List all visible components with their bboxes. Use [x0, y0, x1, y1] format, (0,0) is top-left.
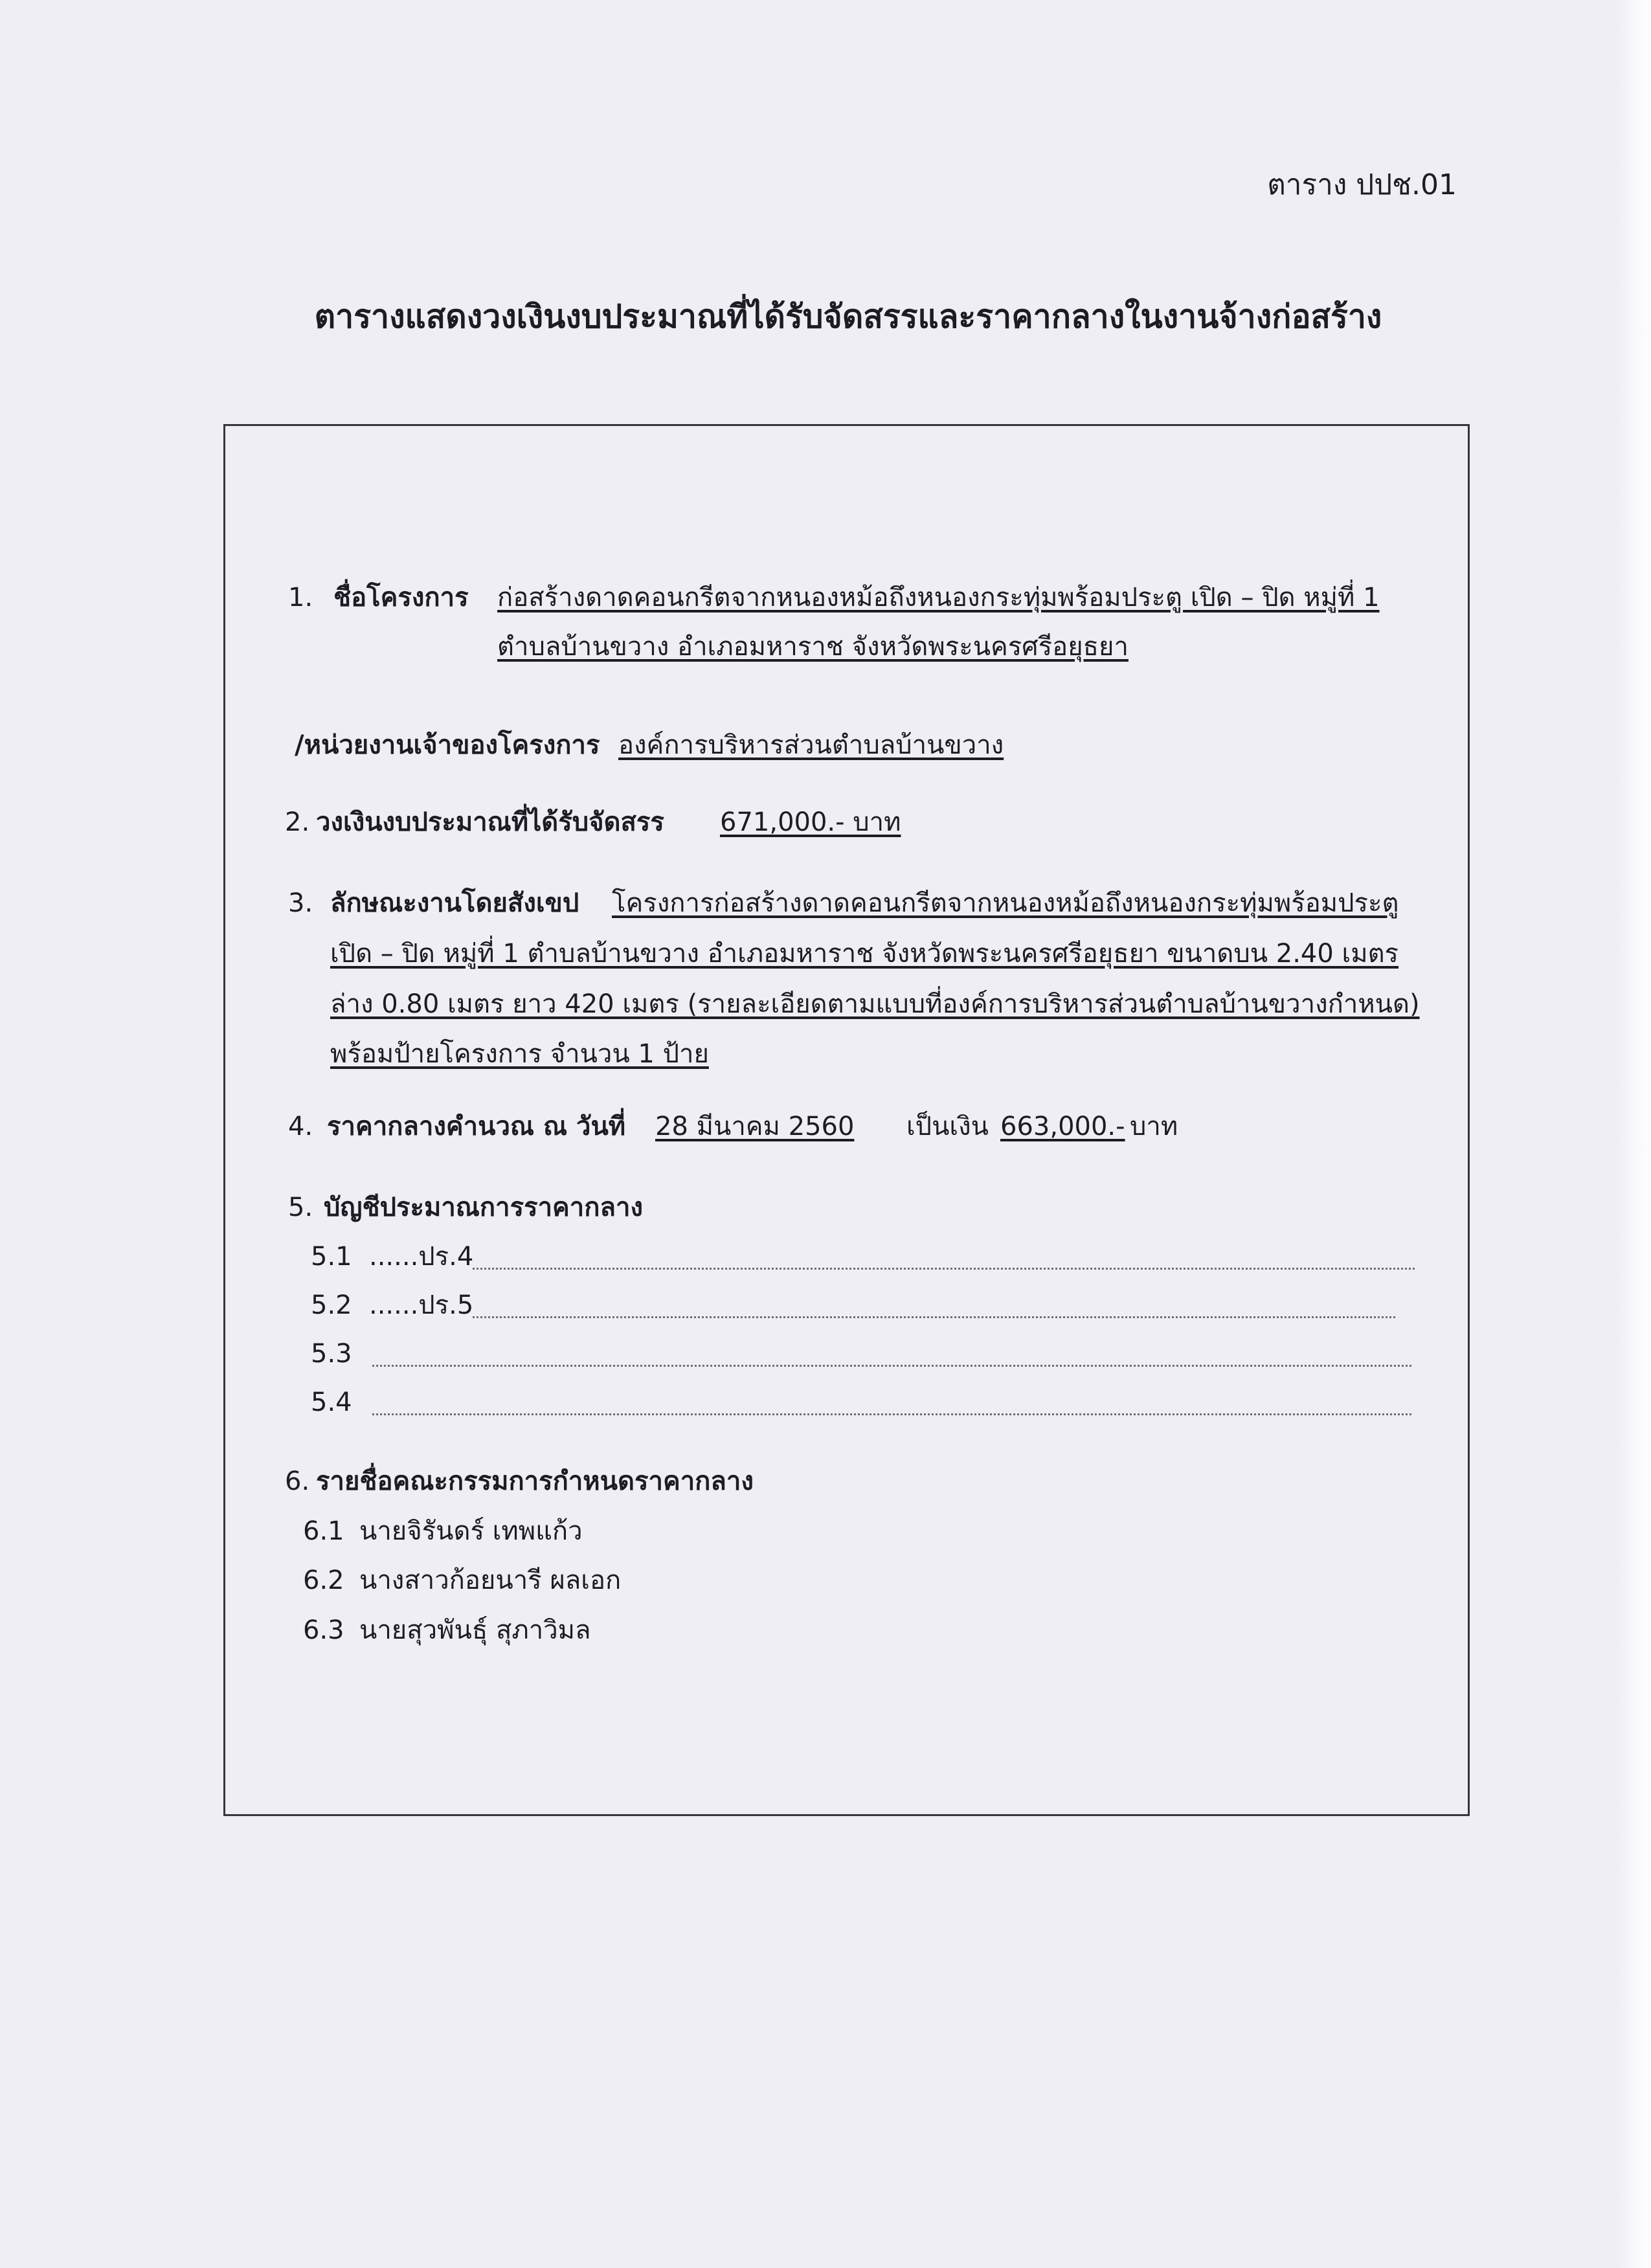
item4-unit: บาท: [1130, 1112, 1178, 1141]
estimate-row-dotted-line: [473, 1268, 1415, 1270]
estimate-row-number: 5.1: [311, 1242, 352, 1272]
estimate-row-text: ......ปร.4: [369, 1242, 474, 1272]
owner-value: องค์การบริหารส่วนตำบลบ้านขวาง: [618, 730, 1004, 760]
item4-amount-label: เป็นเงิน: [906, 1112, 989, 1141]
estimate-row-dotted-line: [372, 1413, 1411, 1415]
item5-number: 5.: [288, 1193, 313, 1222]
item4-amount: 663,000.-: [1000, 1112, 1125, 1141]
item4-number: 4.: [288, 1112, 313, 1141]
committee-member-number: 6.2: [303, 1566, 344, 1595]
item3-label: ลักษณะงานโดยสังเขป: [330, 888, 579, 918]
item3-number: 3.: [288, 888, 313, 918]
estimate-row-number: 5.2: [311, 1290, 352, 1320]
item1-number: 1.: [288, 583, 313, 612]
item1-label: ชื่อโครงการ: [333, 583, 469, 612]
committee-member-number: 6.1: [303, 1516, 344, 1546]
item6-number: 6.: [285, 1466, 310, 1496]
item4-date: 28 มีนาคม 2560: [655, 1112, 855, 1141]
form-code: ตาราง ปปช.01: [1267, 168, 1457, 201]
item3-description-line3: ล่าง 0.80 เมตร ยาว 420 เมตร (รายละเอียดตามแบบที่องค์การบริหารส่วนตำบลบ้านขวางกำหนด): [330, 989, 1420, 1019]
committee-member-number: 6.3: [303, 1615, 344, 1645]
item3-description-line1: โครงการก่อสร้างดาดคอนกรีตจากหนองหม้อถึงหนองกระทุ่มพร้อมประตู: [612, 888, 1399, 918]
item2-budget-value: 671,000.- บาท: [720, 807, 901, 837]
estimate-row-number: 5.3: [311, 1339, 352, 1369]
committee-member-name: นายสุวพันธุ์ สุภาวิมล: [359, 1615, 591, 1645]
item2-label: วงเงินงบประมาณที่ได้รับจัดสรร: [316, 807, 664, 837]
item4-label: ราคากลางคำนวณ ณ วันที่: [327, 1112, 626, 1141]
item5-label: บัญชีประมาณการราคากลาง: [324, 1193, 643, 1222]
item6-label: รายชื่อคณะกรรมการกำหนดราคากลาง: [316, 1466, 754, 1496]
item3-description-line2: เปิด – ปิด หมู่ที่ 1 ตำบลบ้านขวาง อำเภอมหาราช จังหวัดพระนครศรีอยุธยา ขนาดบน 2.40 เมตร: [330, 939, 1399, 969]
item2-number: 2.: [285, 807, 310, 837]
estimate-row-text: ......ปร.5: [369, 1290, 474, 1320]
item1-project-name-line2: ตำบลบ้านขวาง อำเภอมหาราช จังหวัดพระนครศรีอยุธยา: [497, 632, 1129, 662]
owner-label: /หน่วยงานเจ้าของโครงการ: [295, 730, 600, 760]
estimate-row-number: 5.4: [311, 1387, 352, 1417]
estimate-row-dotted-line: [372, 1365, 1411, 1367]
committee-member-name: นางสาวก้อยนารี ผลเอก: [359, 1566, 622, 1595]
document-title: ตารางแสดงวงเงินงบประมาณที่ได้รับจัดสรรและราคากลางในงานจ้างก่อสร้าง: [314, 298, 1382, 335]
committee-member-name: นายจิรันดร์ เทพแก้ว: [359, 1516, 583, 1546]
item1-project-name-line1: ก่อสร้างดาดคอนกรีตจากหนองหม้อถึงหนองกระทุ่มพร้อมประตู เปิด – ปิด หมู่ที่ 1: [497, 583, 1380, 612]
item3-description-line4: พร้อมป้ายโครงการ จำนวน 1 ป้าย: [330, 1039, 709, 1069]
estimate-row-dotted-line: [473, 1316, 1395, 1318]
